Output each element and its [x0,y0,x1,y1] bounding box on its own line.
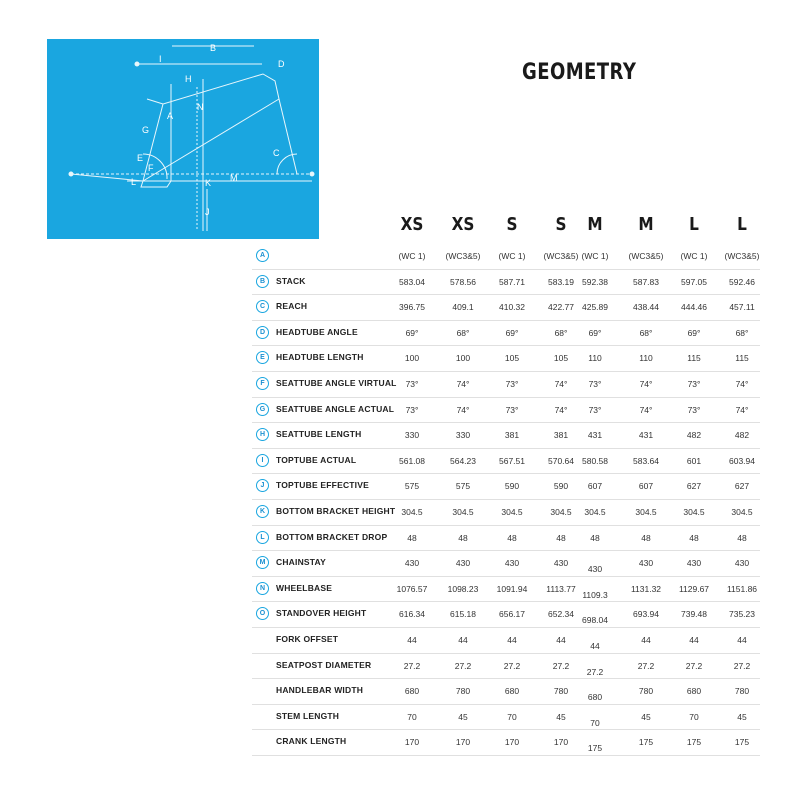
table-row [252,499,760,526]
table-cell: 431 [587,430,603,441]
table-cell: 381 [504,430,520,441]
size-header-4: M [587,214,603,235]
table-cell: 175 [587,743,603,754]
table-cell: 73° [505,404,519,415]
row-badge: N [256,582,269,595]
table-cell: 780 [638,686,654,697]
table-cell: 680 [686,686,702,697]
table-cell: 69° [405,327,419,338]
table-cell: 567.51 [499,455,525,466]
table-cell: 105 [553,353,569,364]
table-cell: 44 [641,635,651,645]
diagram-label: J [205,207,210,217]
row-label: STACK [276,275,306,286]
table-row [252,473,760,500]
table-cell: 603.94 [729,455,755,466]
table-cell: 587.71 [499,276,525,287]
table-cell: 304.5 [401,507,423,517]
table-cell: 45 [641,711,651,722]
table-cell: 693.94 [633,609,659,620]
table-row [252,525,760,552]
table-cell: (WC 1) [498,251,526,261]
table-cell: 430 [638,558,654,569]
table-cell: 597.05 [681,276,707,287]
table-cell: 396.75 [399,302,425,313]
row-label: REACH [276,301,308,312]
table-cell: 780 [455,686,471,697]
table-cell: 70 [507,711,517,722]
table-cell: (WC 1) [398,251,426,261]
size-header-row [0,214,800,240]
table-cell: 100 [404,353,420,364]
row-label: STANDOVER HEIGHT [276,608,367,619]
size-header-2: S [506,214,518,235]
table-cell: 68° [456,327,470,338]
table-cell: 175 [734,737,750,748]
table-cell: (WC3&5) [543,251,579,261]
table-cell: 575 [455,481,471,492]
table-cell: 73° [405,404,419,415]
table-row [252,371,760,398]
table-cell: 422.77 [548,302,574,313]
size-header-5: M [638,214,654,235]
table-cell: 780 [553,686,569,697]
table-cell: 70 [689,711,699,722]
table-cell: 575 [404,481,420,492]
row-label: WHEELBASE [276,582,333,593]
table-cell: 739.48 [681,609,707,620]
table-cell: 580.58 [582,455,608,466]
table-cell: 430 [455,558,471,569]
row-badge: C [256,300,269,313]
diagram-label: C [273,148,280,158]
table-row [252,345,760,372]
table-cell: 48 [641,532,651,543]
row-label: CRANK LENGTH [276,736,347,747]
table-row [252,550,760,577]
table-cell: 304.5 [550,507,572,517]
diagram-label: G [142,125,150,135]
table-cell: 74° [554,379,568,389]
table-cell: 45 [737,711,747,722]
table-cell: (WC3&5) [628,251,664,261]
table-row [252,601,760,628]
table-cell: 590 [553,481,569,492]
table-cell: 430 [587,564,603,575]
table-cell: 430 [734,558,750,569]
table-cell: 578.56 [450,276,476,287]
row-badge: O [256,607,269,620]
table-cell: 561.08 [399,455,425,466]
table-cell: 583.19 [548,276,574,287]
row-label: SEATTUBE LENGTH [276,429,362,440]
table-cell: 27.2 [637,660,655,671]
table-cell: 330 [455,430,471,441]
table-cell: 27.2 [685,660,703,671]
row-badge: L [256,531,269,544]
table-cell: 616.34 [399,609,425,620]
table-cell: 70 [590,717,600,728]
diagram-label: A [167,111,174,121]
table-cell: 592.46 [729,276,755,287]
table-cell: 44 [689,635,699,645]
table-cell: 652.34 [548,609,574,620]
diagram-label: M [230,173,238,183]
table-cell: 68° [735,327,749,338]
table-cell: 115 [687,353,701,364]
table-cell: 27.2 [454,660,472,671]
table-cell: 482 [734,430,750,441]
table-cell: 425.89 [582,302,608,313]
row-label: TOPTUBE ACTUAL [276,454,357,465]
table-cell: 457.11 [729,302,755,313]
table-cell: 27.2 [552,660,570,671]
table-cell: 607 [638,481,654,492]
table-cell: 74° [456,404,470,415]
row-label: CHAINSTAY [276,557,326,568]
table-cell: 74° [639,404,653,415]
table-cell: 170 [404,737,420,748]
row-badge: H [256,428,269,441]
size-header-0: XS [400,214,424,235]
table-cell: (WC3&5) [724,251,760,261]
table-row [252,294,760,321]
table-cell: 69° [588,327,602,338]
table-cell: 1076.57 [396,583,428,594]
table-cell: 27.2 [586,666,604,677]
table-cell: 73° [405,379,419,389]
table-cell: 780 [734,686,750,697]
row-label: SEATPOST DIAMETER [276,659,372,670]
row-badge: E [256,351,269,364]
table-cell: 330 [404,430,420,441]
table-cell: 698.04 [582,615,608,626]
table-cell: 115 [735,353,749,364]
table-cell: (WC3&5) [445,251,481,261]
row-badge: J [256,479,269,492]
table-cell: 170 [455,737,471,748]
row-badge: A [256,249,269,262]
row-badge: K [256,505,269,518]
table-cell: 410.32 [499,302,525,313]
size-header-3: S [555,214,567,235]
table-row [252,729,760,756]
table-cell: 44 [458,635,468,645]
size-header-6: L [689,214,699,235]
table-cell: 68° [639,327,653,338]
diagram-label: L [131,177,137,187]
row-badge: M [256,556,269,569]
table-cell: 70 [407,711,417,722]
table-cell: 27.2 [733,660,751,671]
table-cell: 105 [504,353,520,364]
table-cell: 304.5 [501,507,523,517]
table-cell: 430 [404,558,420,569]
table-cell: 68° [554,327,568,338]
table-cell: 304.5 [635,507,657,517]
table-cell: 73° [588,379,602,389]
diagram-label: N [197,102,204,112]
table-cell: 100 [455,353,471,364]
table-cell: 680 [587,692,603,703]
table-cell: 1131.32 [630,583,662,594]
table-cell: 48 [556,532,566,543]
table-cell: 430 [553,558,569,569]
table-cell: 74° [639,379,653,389]
table-cell: 431 [638,430,654,441]
table-cell: 735.23 [729,609,755,620]
table-cell: (WC 1) [680,251,708,261]
table-cell: 1091.94 [496,583,528,594]
table-cell: 110 [588,353,602,364]
table-cell: 381 [553,430,569,441]
table-cell: 27.2 [503,660,521,671]
table-cell: 73° [505,379,519,389]
table-cell: 69° [687,327,701,338]
row-label: BOTTOM BRACKET DROP [276,531,388,542]
row-label: SEATTUBE ANGLE ACTUAL [276,403,395,414]
table-cell: 680 [404,686,420,697]
table-cell: 48 [590,532,600,543]
table-cell: 627 [734,481,750,492]
table-cell: 48 [737,532,747,543]
table-cell: 44 [556,635,566,645]
table-cell: 1113.77 [546,583,576,594]
table-row [252,320,760,347]
table-cell: 430 [686,558,702,569]
table-cell: 304.5 [584,507,606,517]
table-cell: 175 [638,737,654,748]
table-cell: 601 [686,455,702,466]
table-cell: 48 [507,532,517,543]
table-cell: 74° [554,404,568,415]
table-cell: 48 [458,532,468,543]
table-cell: 615.18 [450,609,476,620]
page-title: GEOMETRY [522,60,637,85]
row-label: BOTTOM BRACKET HEIGHT [276,506,396,516]
table-row [252,704,760,731]
size-header-7: L [737,214,747,235]
table-cell: 304.5 [731,507,753,517]
table-cell: 44 [590,641,600,651]
row-badge: B [256,275,269,288]
diagram-labels [131,43,285,217]
table-row [252,448,760,475]
table-cell: 175 [686,737,702,748]
table-cell: 680 [504,686,520,697]
table-cell: 110 [639,353,653,364]
diagram-label: I [159,54,162,64]
table-cell: 73° [588,404,602,415]
table-cell: 304.5 [452,507,474,517]
row-label: FORK OFFSET [276,634,339,644]
row-label: TOPTUBE EFFECTIVE [276,480,369,491]
table-cell: 74° [735,379,749,389]
table-cell: 45 [458,711,468,722]
table-cell: 627 [686,481,702,492]
row-badge: F [256,377,269,390]
table-cell: 170 [553,737,569,748]
geometry-diagram [47,39,319,239]
table-cell: 74° [456,379,470,389]
table-cell: 73° [687,404,701,415]
row-badge: D [256,326,269,339]
table-cell: 1129.67 [678,583,710,594]
table-cell: 1098.23 [447,583,479,594]
table-cell: 44 [737,635,747,645]
table-row [252,576,760,603]
row-label: HANDLEBAR WIDTH [276,685,364,696]
table-row [252,627,760,654]
table-cell: 27.2 [403,660,421,671]
diagram-label: E [137,153,144,163]
row-label: HEADTUBE LENGTH [276,352,364,363]
table-row [252,269,760,296]
row-label: SEATTUBE ANGLE VIRTUAL [276,378,397,388]
table-cell: 430 [504,558,520,569]
table-cell: 583.04 [399,276,425,287]
table-cell: 583.64 [633,455,659,466]
table-cell: 69° [505,327,519,338]
row-badge: I [256,454,269,467]
diagram-label: H [185,74,192,84]
row-badge: G [256,403,269,416]
diagram-label: B [210,43,217,53]
row-label: STEM LENGTH [276,710,340,721]
table-cell: 48 [689,532,699,543]
size-header-1: XS [451,214,475,235]
bike-frame-diagram [47,39,319,239]
diagram-label: D [278,59,285,69]
table-row [252,397,760,424]
table-cell: 45 [556,711,566,722]
table-cell: 1109.3 [582,589,608,600]
table-cell: 564.23 [450,455,476,466]
table-cell: 409.1 [452,302,474,313]
table-cell: 44 [507,635,517,645]
table-row [252,678,760,705]
table-cell: 170 [504,737,520,748]
table-cell: 44 [407,635,417,645]
table-row [252,422,760,449]
table-cell: 590 [504,481,520,492]
table-cell: 73° [687,379,701,389]
table-cell: 482 [686,430,702,441]
table-row [252,243,760,270]
table-cell: 438.44 [633,302,659,313]
table-cell: 48 [407,532,417,543]
table-cell: 570.64 [548,455,574,466]
table-cell: 587.83 [633,276,659,287]
table-cell: 607 [587,481,603,492]
table-cell: (WC 1) [581,251,609,261]
table-cell: 592.38 [582,276,608,287]
table-row [252,653,760,680]
diagram-label: K [205,178,212,188]
table-cell: 74° [735,404,749,415]
diagram-label: F [148,163,154,173]
table-cell: 656.17 [499,609,525,620]
table-cell: 1151.86 [726,583,758,594]
table-cell: 444.46 [681,302,707,313]
table-cell: 304.5 [683,507,705,517]
row-label: HEADTUBE ANGLE [276,326,358,337]
